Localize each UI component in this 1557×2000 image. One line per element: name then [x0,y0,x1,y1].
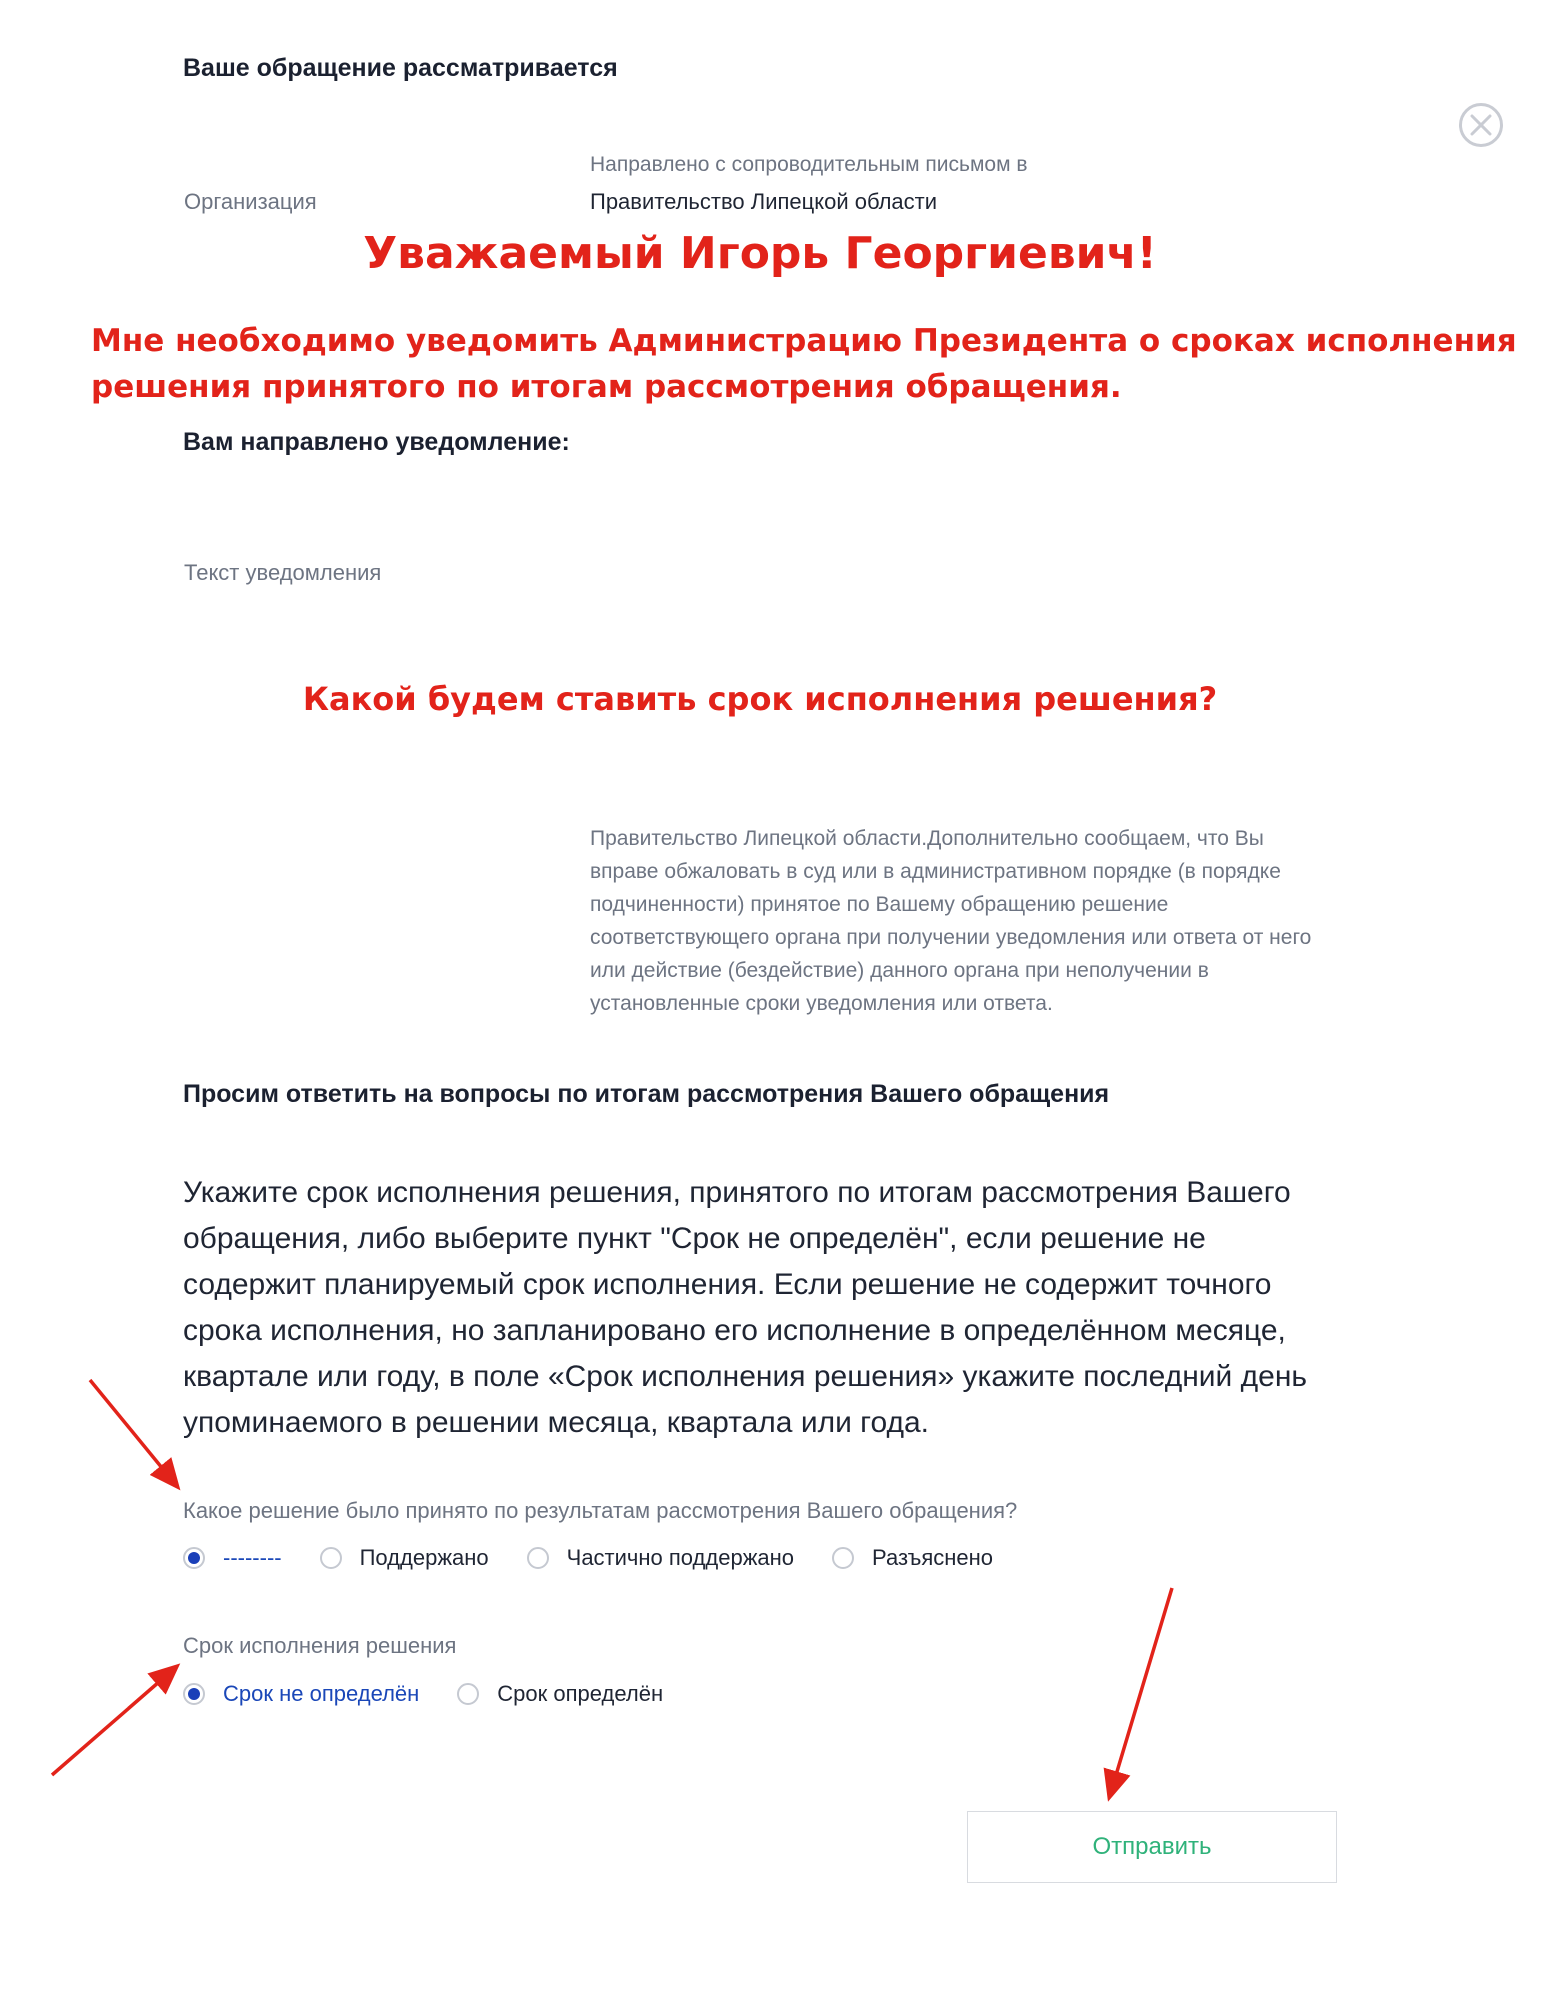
organization-name: Правительство Липецкой области [590,189,938,214]
close-icon [1470,114,1492,136]
deadline-label: Срок исполнения решения [183,1633,457,1658]
decision-option-label: Частично поддержано [566,1545,795,1570]
survey-title: Просим ответить на вопросы по итогам рассмотрения Вашего обращения [183,1080,1110,1108]
deadline-radio-group [183,1681,701,1707]
radio-icon[interactable] [832,1547,854,1569]
arrow-to-submit-icon [1110,1588,1172,1795]
radio-checked-icon[interactable] [183,1683,205,1705]
decision-option-label: -------- [223,1545,282,1570]
decision-radio-group [183,1545,1031,1571]
radio-icon[interactable] [527,1547,549,1569]
organization-label: Организация [184,189,317,214]
decision-option-label: Поддержано [359,1545,489,1570]
notification-label: Текст уведомления [184,560,382,585]
deadline-option-undefined[interactable] [183,1681,419,1707]
annotation-question: Какой будем ставить срок исполнения решения? [302,680,1218,718]
arrow-to-decision-icon [90,1380,176,1485]
status-title: Ваше обращение рассматривается [183,54,618,82]
deadline-option-label: Срок не определён [223,1681,420,1706]
organization-caption: Направлено с сопроводительным письмом в [590,153,1028,176]
decision-option-label: Разъяснено [872,1545,993,1570]
survey-instructions: Укажите срок исполнения решения, принятого по итогам рассмотрения Вашего обращения, либо выберите пункт "Срок не определён", если решение не содержит планируемый срок исполнения. Если решение не содержит точного срока исполнения, но запланировано его исполнение в определённом месяце, квартале или году, в поле «Срок исполнения решения» укажите последний день упоминаемого в решении месяца, квартала или года. [183,1176,1308,1439]
arrow-to-deadline-icon [52,1668,175,1775]
deadline-option-label: Срок определён [497,1681,664,1706]
radio-icon[interactable] [457,1683,479,1705]
decision-option-supported[interactable] [320,1545,489,1571]
decision-question-label: Какое решение было принято по результатам рассмотрения Вашего обращения? [183,1498,1018,1523]
decision-option-none[interactable] [183,1545,282,1571]
radio-icon[interactable] [320,1547,342,1569]
annotation-request: Мне необходимо уведомить Администрацию Президента о сроках исполнения решения принятого по итогам рассмотрения обращения. [91,323,1517,405]
close-button[interactable] [1459,103,1503,147]
decision-option-explained[interactable] [832,1545,993,1571]
decision-option-partially-supported[interactable] [527,1545,794,1571]
radio-checked-icon[interactable] [183,1547,205,1569]
annotation-greeting: Уважаемый Игорь Георгиевич! [363,228,1157,279]
notification-title: Вам направлено уведомление: [183,428,570,456]
notification-text: Правительство Липецкой области.Дополнительно сообщаем, что Вы вправе обжаловать в суд или в административном порядке (в порядке подчиненности) принятое по Вашему обращению решение соответствующего органа при получении уведомления или ответа от него или действие (бездействие) данного органа при неполучении в установленные сроки уведомления или ответа. [590,827,1312,1015]
deadline-option-defined[interactable] [457,1681,663,1707]
submit-button[interactable]: Отправить [967,1811,1337,1883]
